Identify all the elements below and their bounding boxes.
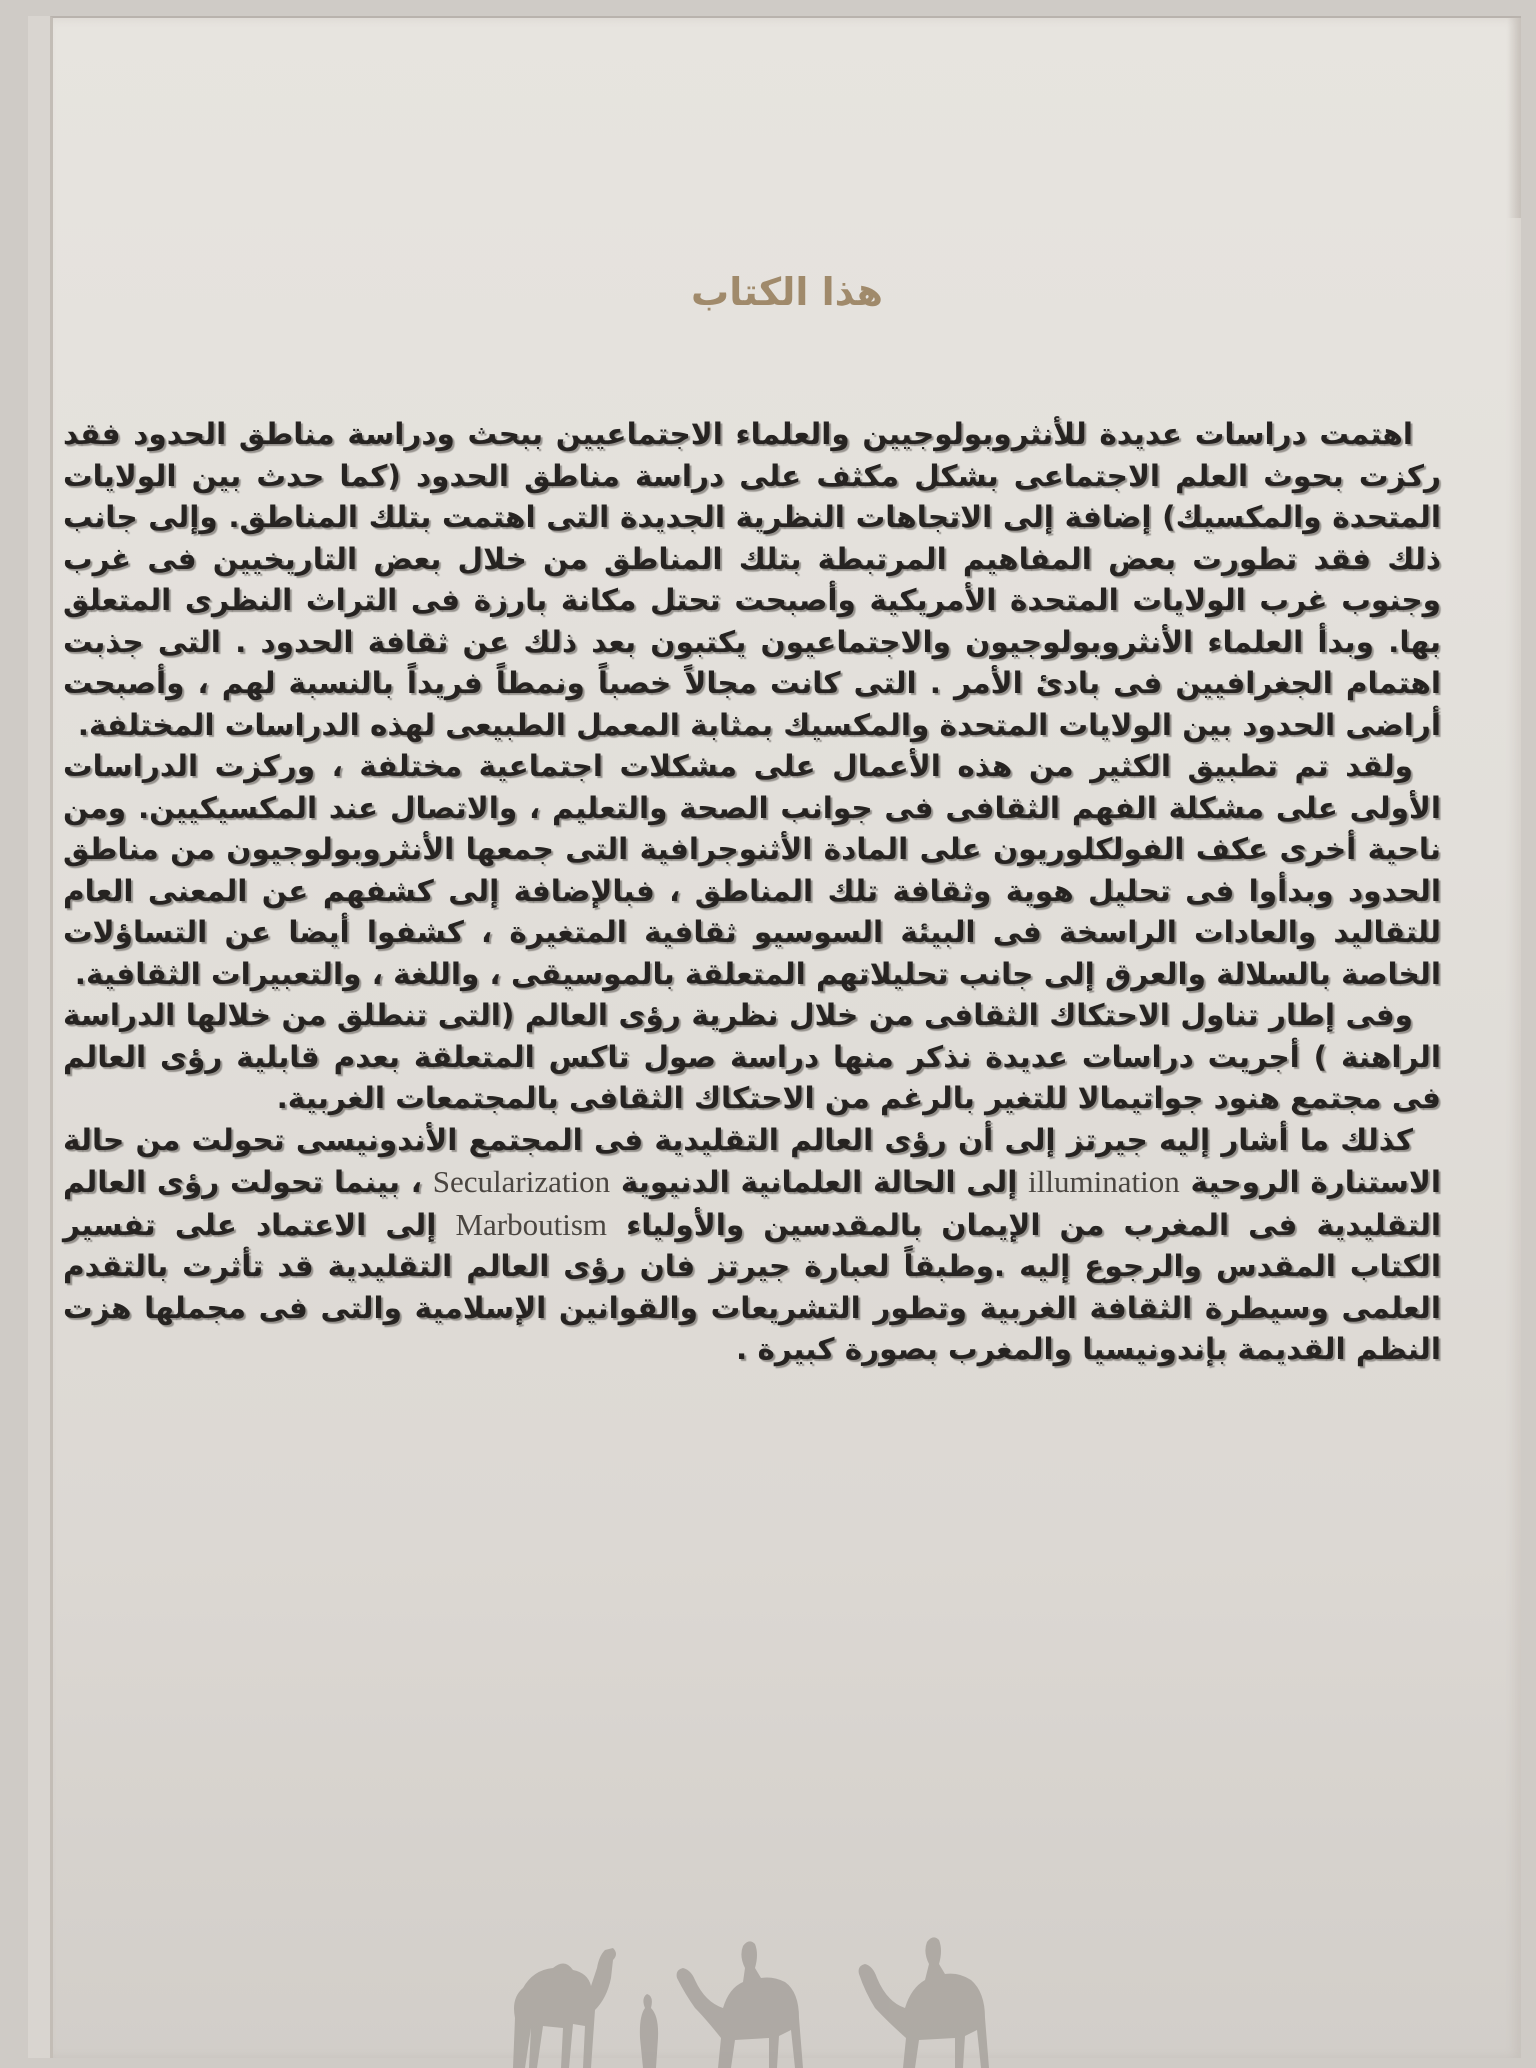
paragraph-4 xyxy=(63,1120,1441,1371)
page-title: هذا الكتاب xyxy=(691,270,883,314)
term-marboutism: Marboutism xyxy=(455,1206,608,1242)
paragraph-4-part-4: إلى الاعتماد على تفسير الكتاب المقدس والرجوع إليه .وطبقاً لعبارة جيرتز فان رؤى العالم التقليدية قد تأثرت بالتقدم العلمى وسيطرة الثقافة الغربية وتطور التشريعات والقوانين الإسلامية والتى فى مجملها هزت النظم القديمة بإندونيسيا والمغرب بصورة كبيرة . xyxy=(63,1207,1441,1366)
camel-caravan-icon xyxy=(473,1898,1173,2068)
book-back-cover xyxy=(50,16,1521,2058)
paragraph-4-part-3: ، بينما تحولت رؤى العالم التقليدية فى المغرب من الإيمان بالمقدسين والأولياء xyxy=(63,1165,1442,1242)
term-secularization: Secularization xyxy=(432,1164,611,1199)
book-description xyxy=(63,414,1441,1371)
paragraph-1: اهتمت دراسات عديدة للأنثروبولوجيين والعلماء الاجتماعيين ببحث ودراسة مناطق الحدود فقد ركزت بحوث العلم الاجتماعى بشكل مكثف على دراسة مناطق الحدود (كما حدث بين الولايات المتحدة والمكسيك) إضافة إلى الاتجاهات النظرية الجديدة التى اهتمت بتلك المناطق. وإلى جانب ذلك فقد تطورت بعض المفاهيم المرتبطة بتلك المناطق من خلال بعض التاريخيين فى غرب وجنوب غرب الولايات المتحدة الأمريكية وأصبحت تحتل مكانة بارزة فى التراث النظرى المتعلق بها. وبدأ العلماء الأنثروبولوجيون والاجتماعيون يكتبون بعد ذلك عن ثقافة الحدود . التى جذبت اهتمام الجغرافيين فى بادئ الأمر . التى كانت مجالاً خصباً ونمطاً فريداً بالنسبة لهم ، وأصبحت أراضى الحدود بين الولايات المتحدة والمكسيك بمثابة المعمل الطبيعى لهذه الدراسات المختلفة. xyxy=(63,417,1441,742)
paragraph-3: وفى إطار تناول الاحتكاك الثقافى من خلال نظرية رؤى العالم (التى تنطلق من خلالها الدراسة الراهنة ) أجريت دراسات عديدة نذكر منها دراسة صول تاكس المتعلقة بعدم قابلية رؤى العالم فى مجتمع هنود جواتيمالا للتغير بالرغم من الاحتكاك الثقافى بالمجتمعات الغربية. xyxy=(63,998,1441,1115)
paragraph-4-part-1: كذلك ما أشار إليه جيرتز إلى أن رؤى العالم التقليدية فى المجتمع الأندونيسى تحولت من حالة الاستنارة الروحية xyxy=(63,1122,1441,1199)
term-illumination: illumination xyxy=(1028,1164,1180,1199)
paragraph-2: ولقد تم تطبيق الكثير من هذه الأعمال على مشكلات اجتماعية مختلفة ، وركزت الدراسات الأولى على مشكلة الفهم الثقافى فى جوانب الصحة والتعليم ، والاتصال عند المكسيكيين. ومن ناحية أخرى عكف الفولكلوريون على المادة الأثنوجرافية التى جمعها الأنثروبولوجيون من مناطق الحدود وبدأوا فى تحليل هوية وثقافة تلك المناطق ، فبالإضافة إلى كشفهم عن المعنى العام للتقاليد والعادات الراسخة فى البيئة السوسيو ثقافية المتغيرة ، كشفوا أيضا عن التساؤلات الخاصة بالسلالة والعرق إلى جانب تحليلاتهم المتعلقة بالموسيقى ، واللغة ، والتعبيرات الثقافية. xyxy=(63,749,1441,991)
paragraph-4-part-2: إلى الحالة العلمانية الدنيوية xyxy=(610,1165,1029,1199)
